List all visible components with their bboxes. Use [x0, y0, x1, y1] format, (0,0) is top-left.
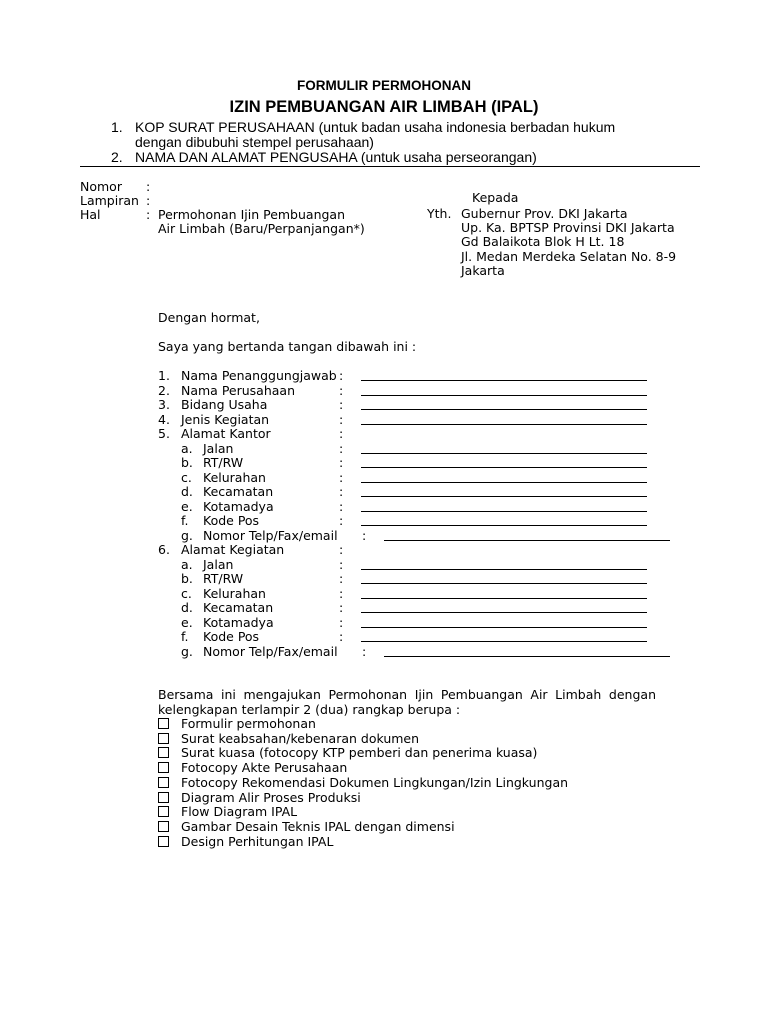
- checkbox-icon[interactable]: [158, 747, 169, 758]
- field-label-kantor-jalan: Jalan: [203, 440, 234, 456]
- intro-text: Saya yang bertanda tangan dibawah ini :: [158, 339, 417, 354]
- field-number: 1.: [158, 368, 170, 383]
- nomor-colon: :: [146, 179, 151, 194]
- field-label-alamat-kantor: Alamat Kantor: [181, 426, 271, 441]
- checkbox-icon[interactable]: [158, 733, 169, 744]
- form-subtitle: IZIN PEMBUANGAN AIR LIMBAH (IPAL): [229, 98, 539, 116]
- field-number: 2.: [158, 382, 170, 398]
- field-colon: :: [339, 455, 344, 470]
- checkbox-icon[interactable]: [158, 777, 169, 788]
- recipient-line-5: Jakarta: [461, 263, 505, 278]
- field-colon: :: [339, 368, 344, 383]
- kantor-telp-field[interactable]: [384, 528, 670, 544]
- attachment-item: [158, 745, 169, 760]
- field-colon: :: [339, 556, 344, 572]
- attachment-item: [158, 716, 169, 731]
- sub-field-letter: f.: [181, 629, 189, 644]
- sub-field-letter: b.: [181, 455, 193, 470]
- lampiran-label: Lampiran: [80, 193, 139, 208]
- sub-field-letter: b.: [181, 571, 193, 586]
- field-label-kegiatan-kotamadya: Kotamadya: [203, 614, 274, 630]
- attachment-item: [158, 731, 169, 746]
- field-number: 3.: [158, 397, 170, 412]
- kegiatan-telp-field[interactable]: [384, 644, 670, 660]
- field-label-kantor-telp: Nomor Telp/Fax/email: [203, 527, 338, 543]
- jenis-kegiatan-field[interactable]: [361, 412, 647, 428]
- sub-field-letter: a.: [181, 440, 193, 456]
- field-label-kantor-kotamadya: Kotamadya: [203, 498, 274, 514]
- field-colon: :: [339, 542, 344, 557]
- attachment-label: Diagram Alir Proses Produksi: [181, 789, 361, 805]
- field-colon: :: [339, 440, 344, 456]
- field-colon: :: [339, 469, 344, 485]
- recipient-yth: Yth.: [427, 206, 452, 221]
- sub-field-letter: e.: [181, 614, 193, 630]
- field-label-kegiatan-rtrw: RT/RW: [203, 571, 244, 586]
- sub-field-letter: d.: [181, 484, 193, 499]
- salutation: Dengan hormat,: [158, 310, 260, 325]
- sub-field-letter: e.: [181, 498, 193, 514]
- form-title: FORMULIR PERMOHONAN: [297, 78, 471, 93]
- field-colon: :: [339, 513, 344, 528]
- field-colon: :: [339, 614, 344, 630]
- field-label-kantor-kecamatan: Kecamatan: [203, 484, 274, 499]
- attachment-item: [158, 760, 169, 775]
- field-colon: :: [339, 629, 344, 644]
- kop-item-2-number: 2.: [111, 149, 123, 165]
- field-label-kegiatan-kelurahan: Kelurahan: [203, 585, 266, 601]
- recipient-line-1: Gubernur Prov. DKI Jakarta: [461, 206, 628, 221]
- hal-label: Hal: [80, 207, 101, 222]
- field-number: 5.: [158, 426, 170, 441]
- checkbox-icon[interactable]: [158, 718, 169, 729]
- attachment-label: Formulir permohonan: [181, 716, 316, 731]
- field-colon: :: [339, 411, 344, 427]
- attachment-item: [158, 804, 169, 819]
- nomor-label: Nomor: [80, 179, 122, 194]
- header-divider: [80, 166, 700, 167]
- kop-item-1-line1: KOP SURAT PERUSAHAAN (untuk badan usaha indonesia berbadan hukum: [135, 119, 616, 135]
- hal-value-line2: Air Limbah (Baru/Perpanjangan*): [158, 221, 365, 236]
- kop-item-2-line1: NAMA DAN ALAMAT PENGUSAHA (untuk usaha perseorangan): [135, 149, 537, 165]
- field-label-kegiatan-kode-pos: Kode Pos: [203, 629, 260, 644]
- field-colon: :: [339, 600, 344, 615]
- field-label-kantor-kelurahan: Kelurahan: [203, 469, 266, 485]
- attachment-item: [158, 775, 169, 790]
- field-label-bidang-usaha: Bidang Usaha: [181, 397, 268, 412]
- field-label-alamat-kegiatan: Alamat Kegiatan: [181, 542, 285, 557]
- kop-item-1-number: 1.: [111, 119, 123, 135]
- field-colon: :: [339, 585, 344, 601]
- checkbox-icon[interactable]: [158, 806, 169, 817]
- sub-field-letter: g.: [181, 527, 193, 543]
- recipient-kepada: Kepada: [472, 190, 519, 205]
- field-colon: :: [362, 527, 367, 543]
- sub-field-letter: a.: [181, 556, 193, 572]
- field-label-kantor-kode-pos: Kode Pos: [203, 513, 260, 528]
- sub-field-letter: c.: [181, 469, 192, 485]
- checkbox-icon[interactable]: [158, 792, 169, 803]
- field-colon: :: [339, 484, 344, 499]
- sub-field-letter: c.: [181, 585, 192, 601]
- checkbox-icon[interactable]: [158, 821, 169, 832]
- recipient-line-3: Gd Balaikota Blok H Lt. 18: [461, 234, 625, 249]
- sub-field-letter: f.: [181, 513, 189, 528]
- field-label-kegiatan-jalan: Jalan: [203, 556, 234, 572]
- field-colon: :: [362, 643, 367, 659]
- sub-field-letter: d.: [181, 600, 193, 615]
- hal-value-line1: Permohonan Ijin Pembuangan: [158, 207, 346, 222]
- attachment-label: Surat keabsahan/kebenaran dokumen: [181, 730, 420, 746]
- field-number: 6.: [158, 542, 170, 557]
- hal-colon: :: [146, 207, 151, 222]
- attachment-item: [158, 819, 169, 834]
- lampiran-colon: :: [146, 193, 151, 208]
- closing-paragraph: Bersama ini mengajukan Permohonan Ijin Pembuangan Air Limbah dengan kelengkapan terlampir 2 (dua) rangkap berupa :: [158, 687, 656, 717]
- field-label-jenis-kegiatan: Jenis Kegiatan: [181, 411, 270, 427]
- field-label-nama-perusahaan: Nama Perusahaan: [181, 382, 296, 398]
- field-number: 4.: [158, 411, 170, 427]
- field-label-kantor-rtrw: RT/RW: [203, 455, 244, 470]
- field-colon: :: [339, 426, 344, 441]
- field-label-nama-penanggungjawab: Nama Penanggungjawab: [181, 368, 337, 383]
- field-colon: :: [339, 498, 344, 514]
- recipient-line-4: Jl. Medan Merdeka Selatan No. 8-9: [461, 249, 677, 264]
- attachment-label: Fotocopy Rekomendasi Dokumen Lingkungan/Izin Lingkungan: [181, 774, 569, 790]
- field-label-kegiatan-kecamatan: Kecamatan: [203, 600, 274, 615]
- field-label-kegiatan-telp: Nomor Telp/Fax/email: [203, 643, 338, 659]
- field-colon: :: [339, 397, 344, 412]
- attachment-label: Fotocopy Akte Perusahaan: [181, 760, 348, 776]
- checkbox-icon[interactable]: [158, 836, 169, 847]
- checkbox-icon[interactable]: [158, 762, 169, 773]
- kop-item-1-line2: dengan dibubuhi stempel perusahaan): [135, 134, 374, 150]
- attachment-item: [158, 834, 169, 849]
- attachment-label: Design Perhitungan IPAL: [181, 833, 334, 849]
- field-colon: :: [339, 382, 344, 398]
- attachment-item: [158, 790, 169, 805]
- attachment-label: Surat kuasa (fotocopy KTP pemberi dan penerima kuasa): [181, 745, 538, 761]
- attachment-label: Flow Diagram IPAL: [181, 804, 298, 820]
- sub-field-letter: g.: [181, 643, 193, 659]
- recipient-line-2: Up. Ka. BPTSP Provinsi DKI Jakarta: [461, 220, 675, 235]
- attachment-label: Gambar Desain Teknis IPAL dengan dimensi: [181, 818, 455, 834]
- field-colon: :: [339, 571, 344, 586]
